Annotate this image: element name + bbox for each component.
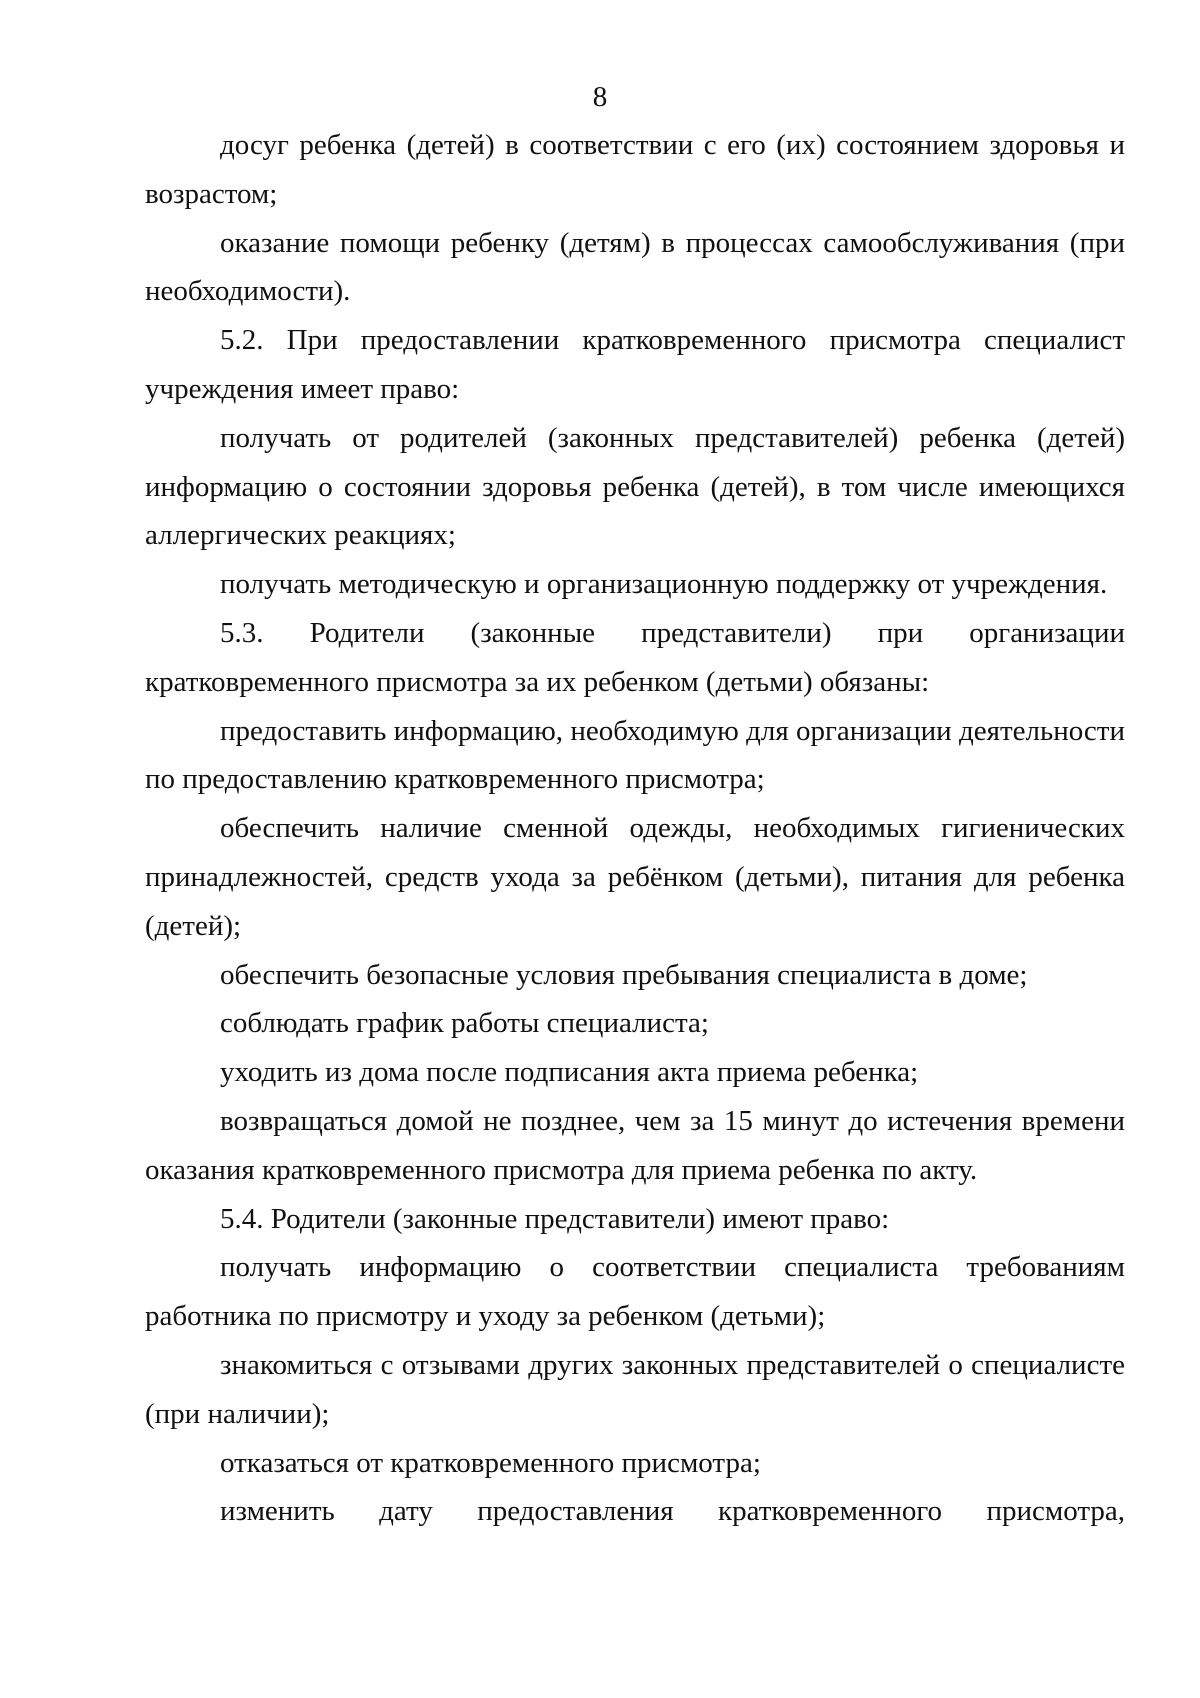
paragraph-provide-info: предоставить информацию, необходимую для организации деятельности по предоставлению кратковременного присмотра; <box>145 714 1125 796</box>
paragraph-safe-conditions: обеспечить безопасные условия пребывания специалиста в доме; <box>220 958 1028 991</box>
paragraph-5-3: 5.3. Родители (законные представители) при организации кратковременного присмотра за их ребенком (детьми) обязаны: <box>145 616 1125 698</box>
paragraph-return-home: возвращаться домой не позднее, чем за 15 минут до истечения времени оказания кратковременного присмотра для приема ребенка по акту. <box>145 1104 1125 1186</box>
paragraph-self-care-help: оказание помощи ребенку (детям) в процессах самообслуживания (при необходимости). <box>145 226 1125 308</box>
paragraph-schedule: соблюдать график работы специалиста; <box>220 1007 709 1040</box>
paragraph-5-2: 5.2. При предоставлении кратковременного присмотра специалист учреждения имеет право: <box>145 324 1125 405</box>
paragraph-5-4: 5.4. Родители (законные представители) имеют право: <box>220 1202 890 1235</box>
paragraph-leisure: досуг ребенка (детей) в соответствии с его (их) состоянием здоровья и возрастом; <box>145 129 1125 210</box>
paragraph-specialist-info: получать информацию о соответствии специалиста требованиям работника по присмотру и уходу за ребенком (детьми); <box>145 1251 1125 1333</box>
paragraph-refuse: отказаться от кратковременного присмотра; <box>220 1446 761 1479</box>
paragraph-supplies: обеспечить наличие сменной одежды, необходимых гигиенических принадлежностей, средств ухода за ребёнком (детьми), питания для ребенка (детей); <box>145 812 1125 942</box>
paragraph-health-info: получать от родителей (законных представителей) ребенка (детей) информацию о состоянии здоровья ребенка (детей), в том числе имеющихся аллергических реакциях; <box>145 421 1125 552</box>
document-body <box>145 121 1125 1536</box>
paragraph-methodical-support: получать методическую и организационную поддержку от учреждения. <box>220 568 1108 601</box>
paragraph-leave-home: уходить из дома после подписания акта приема ребенка; <box>220 1056 919 1089</box>
paragraph-reviews: знакомиться с отзывами других законных представителей о специалисте (при наличии); <box>145 1348 1125 1430</box>
paragraph-change-date: изменить дату предоставления кратковременного присмотра, <box>220 1495 1125 1528</box>
page-number: 8 <box>592 81 608 113</box>
